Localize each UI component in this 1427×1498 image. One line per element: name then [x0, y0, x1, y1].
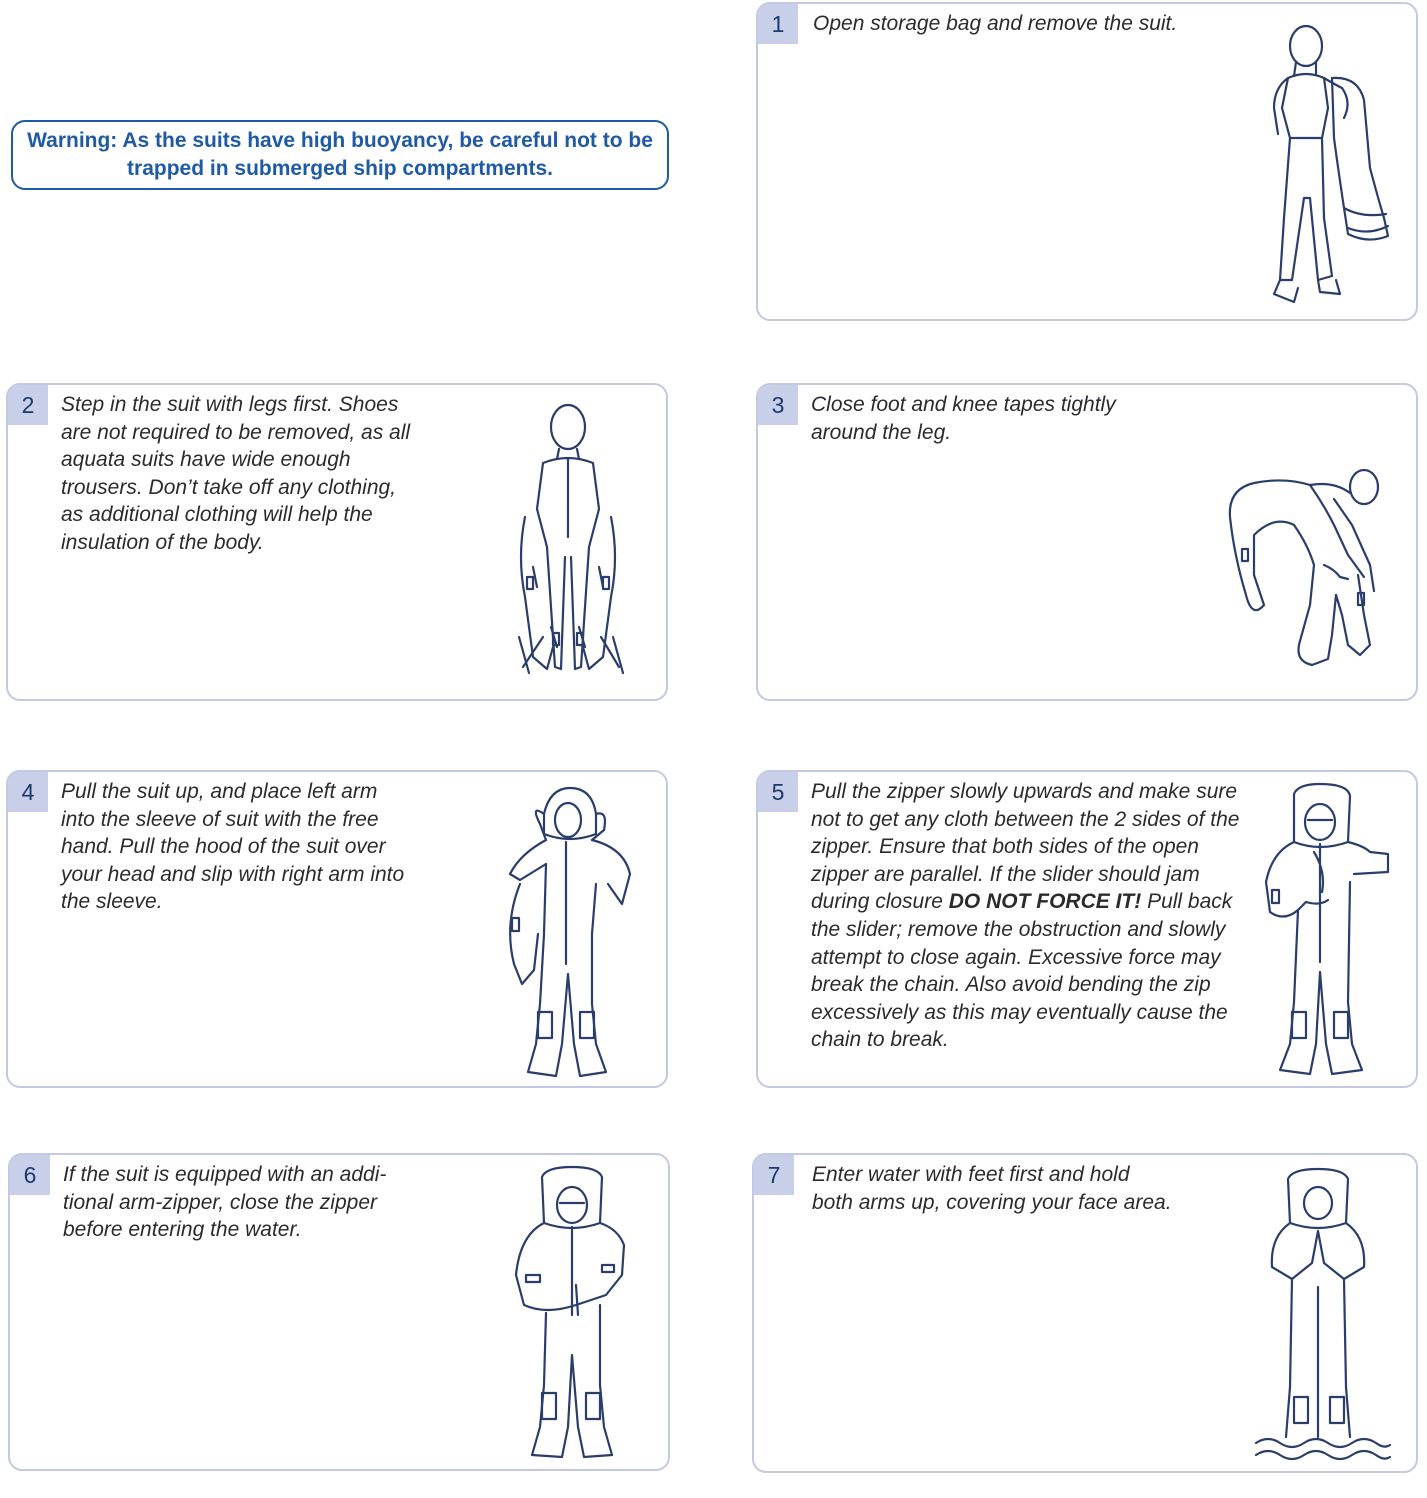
step-text	[61, 391, 410, 557]
person-stepping-into-suit-icon	[503, 397, 633, 687]
text-line: insulation of the body.	[61, 530, 264, 554]
warning-box	[11, 120, 669, 190]
step-text	[63, 1161, 386, 1244]
step-text	[61, 778, 404, 916]
step-number: 7	[754, 1155, 794, 1195]
text-line: Close foot and knee tapes tightly	[811, 393, 1116, 416]
step-number: 2	[8, 385, 48, 425]
step-number: 4	[8, 772, 48, 812]
person-pulling-zipper-icon	[1254, 782, 1394, 1082]
step-4-panel	[6, 770, 668, 1088]
text-line: hand. Pull the hood of the suit over	[61, 835, 386, 859]
text-after: Pull back the slider; remove the obstruction and slowly attempt to close again. Excessive force may break the chain. Also avoid bending the zip excessively as this may eventually cause the chain to break.	[811, 890, 1233, 1052]
text-before: Pull the zipper slowly upwards and make sure not to get any cloth between the 2 sides of the zipper. Ensure that both sides of the open zipper are parallel. If the slider should jam during closure	[811, 780, 1240, 914]
text-line: are not required to be removed, as all	[61, 420, 411, 444]
text-line: before entering the water.	[63, 1218, 302, 1242]
warning-text: Warning: As the suits have high buoyancy, be careful not to be trapped in submerged ship compartments.	[27, 129, 653, 180]
text-line: aquata suits have wide enough	[61, 448, 351, 472]
text-line: both arms up, covering your face area.	[812, 1190, 1172, 1214]
text-line: If the suit is equipped with an addi-	[63, 1163, 387, 1186]
step-number: 6	[10, 1155, 50, 1195]
text-line: as additional clothing will help the	[61, 503, 373, 527]
step-number: 3	[758, 385, 798, 425]
emphasis-text: DO NOT FORCE IT!	[948, 890, 1142, 914]
person-pulling-hood-icon	[500, 784, 640, 1084]
step-7-panel	[752, 1153, 1418, 1473]
step-5-panel	[756, 770, 1418, 1088]
text-line: into the sleeve of suit with the free	[61, 807, 379, 831]
step-text	[812, 1161, 1172, 1216]
person-closing-tapes-icon	[1224, 465, 1394, 685]
person-holding-bag-icon	[1258, 18, 1418, 318]
text-line: trousers. Don’t take off any clothing,	[61, 475, 397, 499]
text-line: Pull the suit up, and place left arm	[61, 780, 378, 803]
text-line: the sleeve.	[61, 890, 163, 914]
step-2-panel	[6, 383, 668, 701]
text-line: Enter water with feet first and hold	[812, 1163, 1130, 1186]
step-text: Open storage bag and remove the suit.	[813, 12, 1178, 35]
step-1-panel	[756, 2, 1418, 321]
person-entering-water-icon	[1252, 1167, 1392, 1467]
person-closing-arm-zipper-icon	[506, 1165, 636, 1465]
text-line: Step in the suit with legs first. Shoes	[61, 393, 399, 416]
step-number: 5	[758, 772, 798, 812]
step-6-panel	[8, 1153, 670, 1471]
text-line: tional arm-zipper, close the zipper	[63, 1190, 377, 1214]
text-line: your head and slip with right arm into	[61, 862, 405, 886]
step-3-panel	[756, 383, 1418, 701]
step-number: 1	[758, 4, 798, 44]
step-text	[811, 391, 1116, 446]
step-text	[811, 778, 1241, 1054]
text-line: around the leg.	[811, 420, 952, 444]
